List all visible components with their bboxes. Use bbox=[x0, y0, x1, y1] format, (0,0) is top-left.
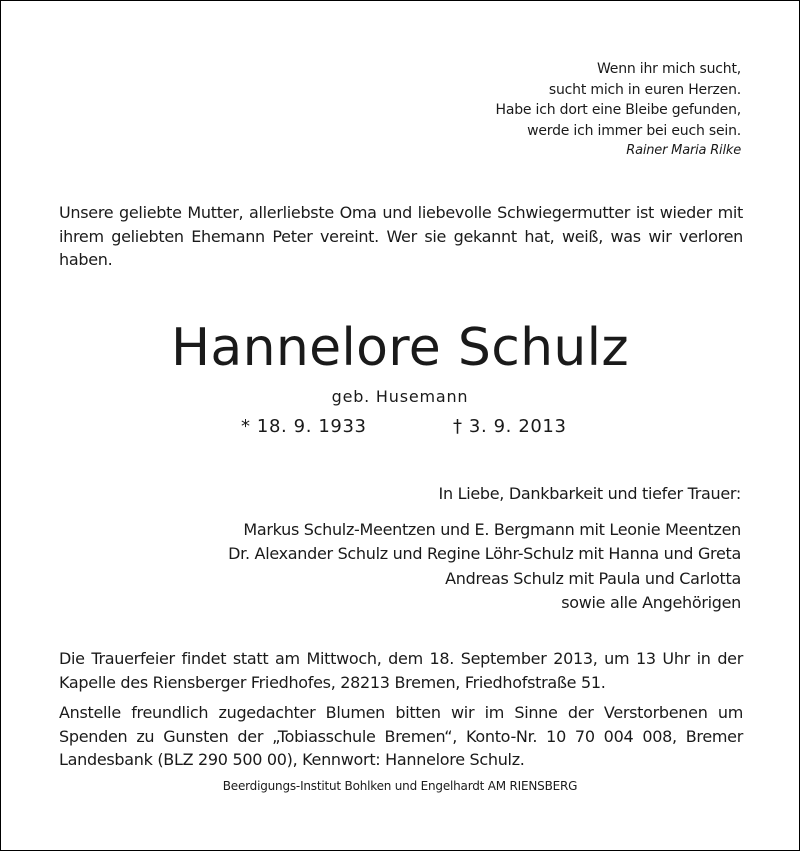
death-date: † 3. 9. 2013 bbox=[453, 416, 567, 437]
donation-line: Spenden zu Gunsten der „Tobiasschule Bremen“, Konto-Nr. 10 70 004 008, Bremer bbox=[59, 726, 743, 746]
poem-line: Habe ich dort eine Bleibe gefunden, bbox=[495, 102, 741, 118]
poem-quote bbox=[496, 59, 742, 162]
funeral-line: Kapelle des Riensberger Friedhofes, 28213 Bremen, Friedhofstraße 51. bbox=[59, 672, 606, 692]
intro-line: haben. bbox=[59, 250, 113, 269]
donation-info bbox=[59, 701, 743, 772]
intro-line: ihrem geliebten Ehemann Peter vereint. Wer sie gekannt hat, weiß, was wir verloren bbox=[59, 226, 743, 246]
mourner-line: Andreas Schulz mit Paula und Carlotta bbox=[445, 568, 741, 588]
funeral-info bbox=[59, 647, 743, 694]
poem-line: Wenn ihr mich sucht, bbox=[596, 61, 741, 77]
mourners-block bbox=[228, 482, 741, 616]
poem-author: Rainer Maria Rilke bbox=[626, 143, 741, 158]
donation-line: Anstelle freundlich zugedachter Blumen bitten wir im Sinne der Verstorbenen um bbox=[59, 703, 743, 722]
funeral-line: Die Trauerfeier findet statt am Mittwoch, dem 18. September 2013, um 13 Uhr in der bbox=[59, 649, 743, 668]
mourner-line: sowie alle Angehörigen bbox=[561, 593, 741, 612]
birth-date: * 18. 9. 1933 bbox=[241, 416, 367, 437]
mourners-heading: In Liebe, Dankbarkeit und tiefer Trauer: bbox=[438, 484, 741, 503]
deceased-name: Hannelore Schulz bbox=[171, 318, 629, 378]
poem-line: sucht mich in euren Herzen. bbox=[548, 81, 741, 98]
intro-paragraph bbox=[59, 201, 743, 272]
undertaker-credit: Beerdigungs-Institut Bohlken und Engelhardt AM RIENSBERG bbox=[222, 779, 578, 793]
poem-line: werde ich immer bei euch sein. bbox=[527, 122, 741, 139]
donation-line: Landesbank (BLZ 290 500 00), Kennwort: Hannelore Schulz. bbox=[59, 750, 525, 769]
maiden-name: geb. Husemann bbox=[331, 387, 469, 406]
intro-line: Unsere geliebte Mutter, allerliebste Oma und liebevolle Schwiegermutter ist wieder mit bbox=[59, 203, 743, 222]
spacer bbox=[228, 507, 741, 518]
mourner-line: Dr. Alexander Schulz und Regine Löhr-Schulz mit Hanna und Greta bbox=[228, 544, 741, 563]
mourner-line: Markus Schulz-Meentzen und E. Bergmann mit Leonie Meentzen bbox=[243, 519, 741, 539]
